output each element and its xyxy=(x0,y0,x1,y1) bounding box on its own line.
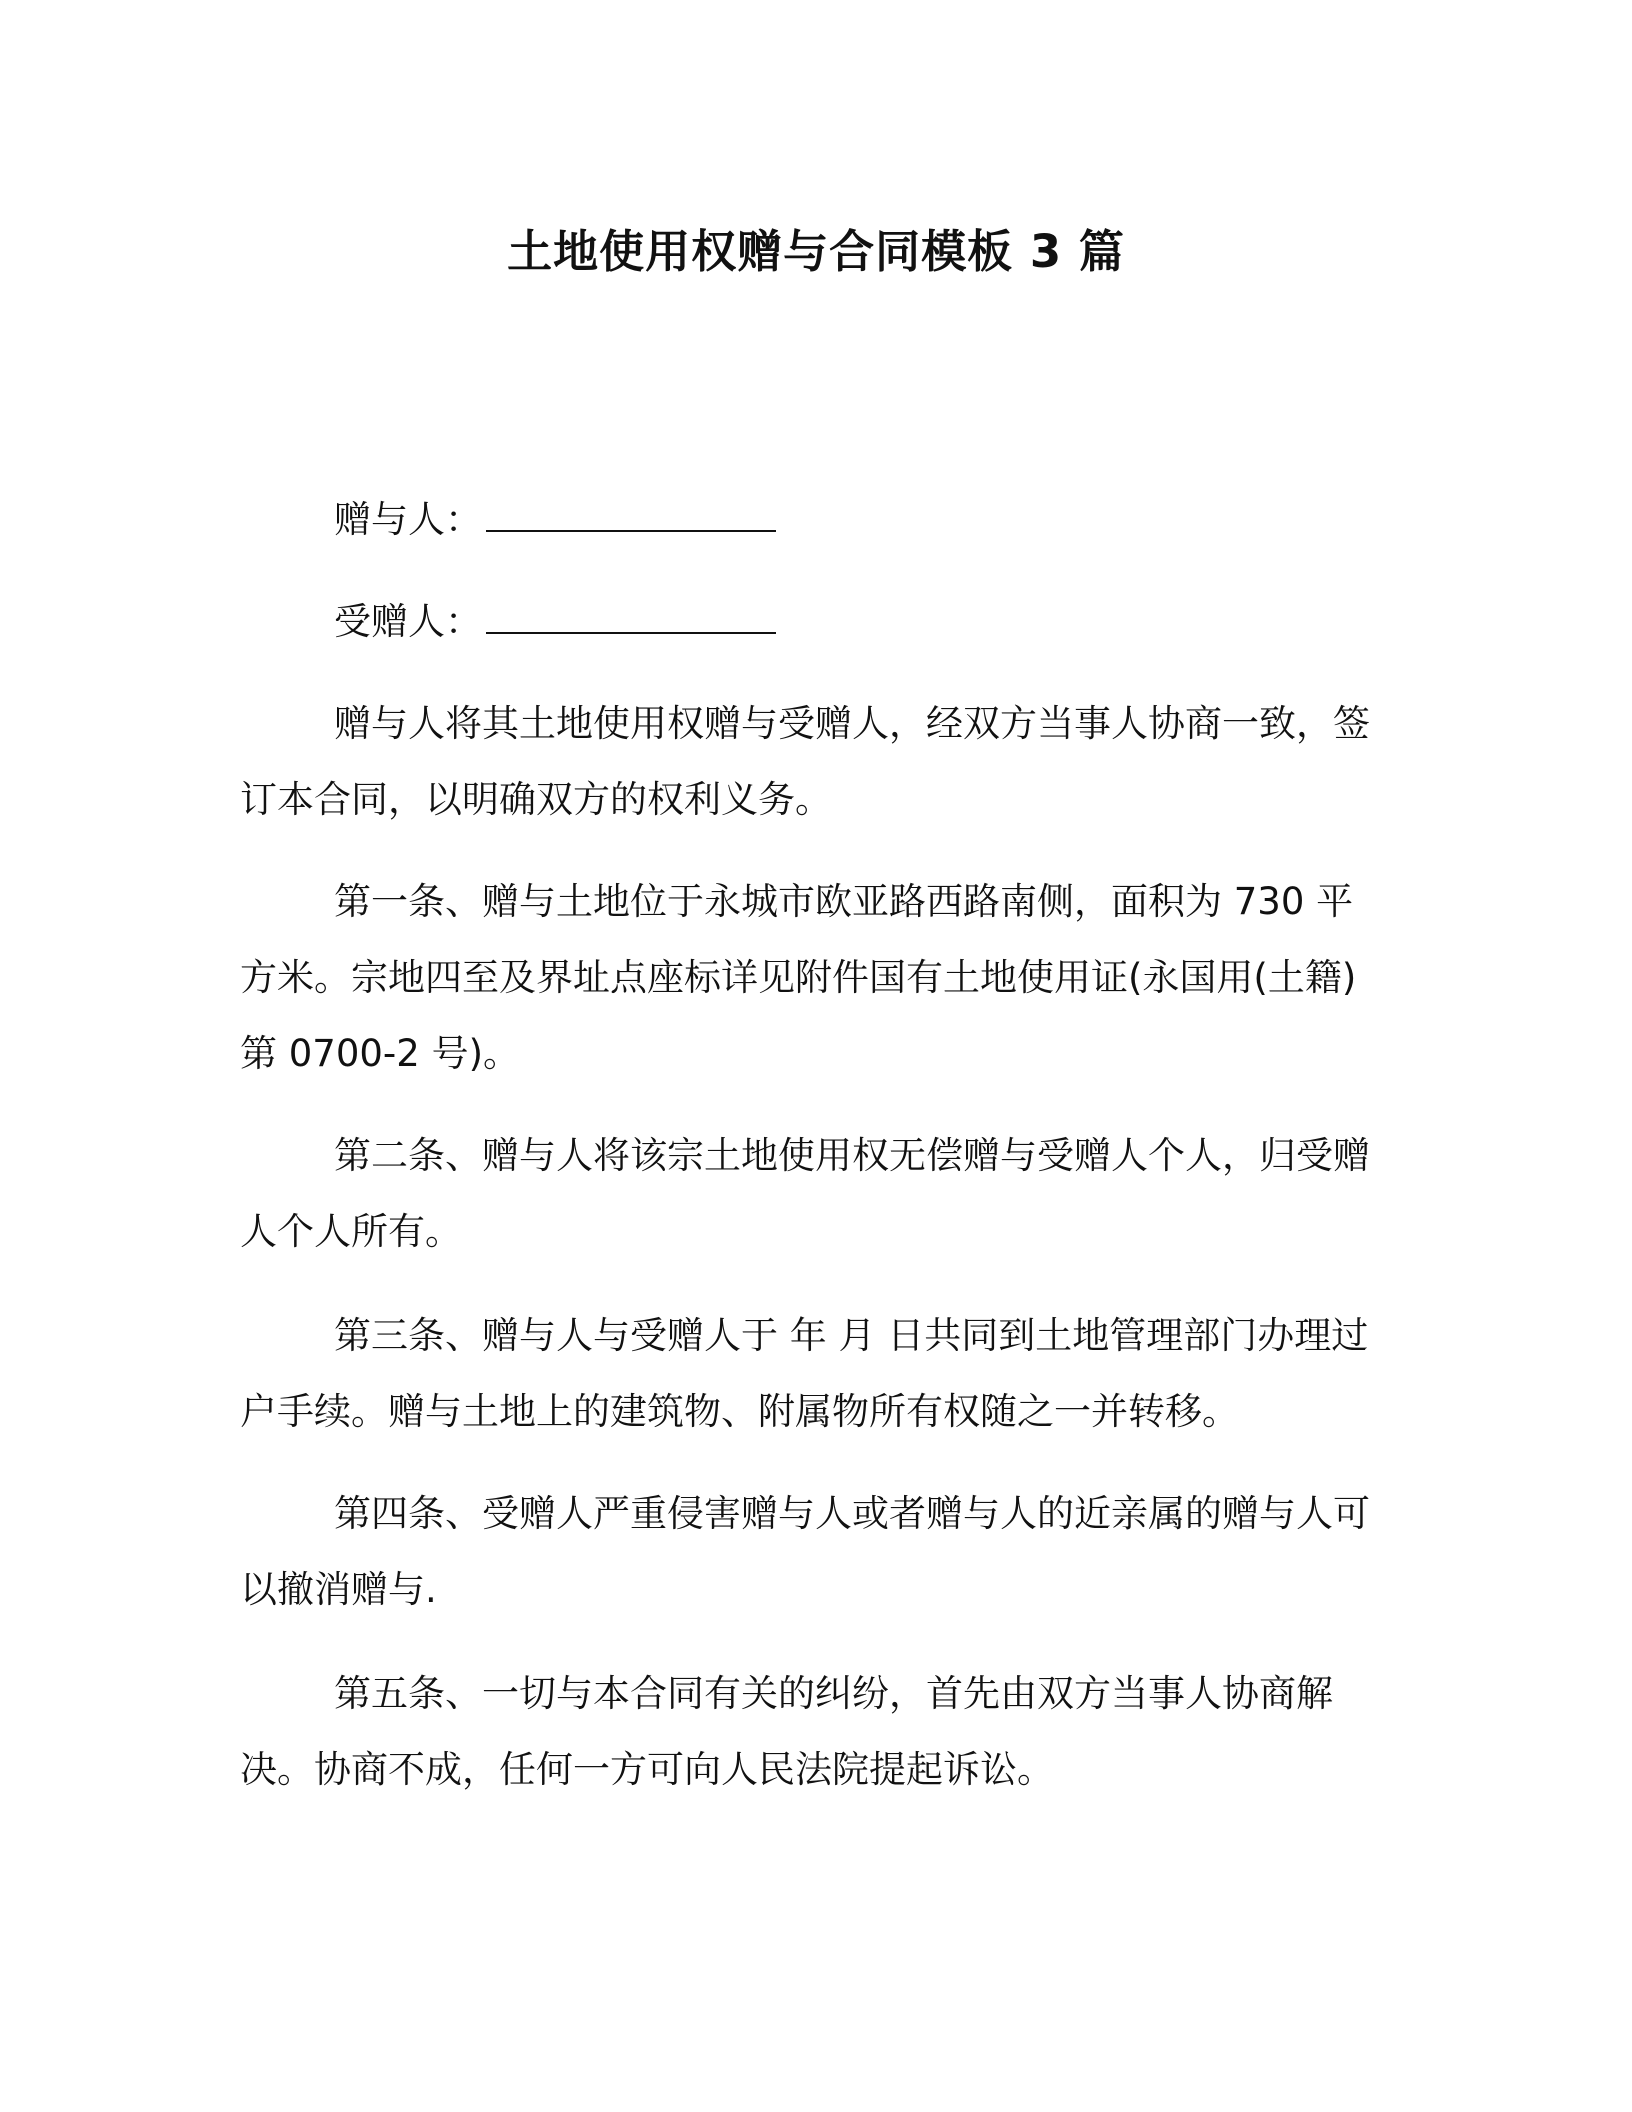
paragraph-article-3: 第三条、赠与人与受赠人于 年 月 日共同到土地管理部门办理过户手续。赠与土地上的建筑物、附属物所有权随之一并转移。 xyxy=(240,1314,1369,1433)
paragraph-article-2: 第二条、赠与人将该宗土地使用权无偿赠与受赠人个人，归受赠人个人所有。 xyxy=(240,1134,1370,1253)
donee-field xyxy=(240,584,1390,660)
donor-label: 赠与人： xyxy=(334,498,482,541)
paragraph-article-5: 第五条、一切与本合同有关的纠纷，首先由双方当事人协商解决。协商不成，任何一方可向人民法院提起诉讼。 xyxy=(240,1672,1333,1791)
paragraph-article-4: 第四条、受赠人严重侵害赠与人或者赠与人的近亲属的赠与人可以撤消赠与. xyxy=(240,1492,1370,1611)
paragraph-intro: 赠与人将其土地使用权赠与受赠人，经双方当事人协商一致，签订本合同，以明确双方的权利义务。 xyxy=(240,702,1370,821)
donee-blank[interactable] xyxy=(486,604,776,634)
donee-label: 受赠人： xyxy=(334,600,482,643)
donor-blank[interactable] xyxy=(486,502,776,532)
donor-field xyxy=(240,482,1390,558)
paragraph-article-1: 第一条、赠与土地位于永城市欧亚路西路南侧，面积为 730 平方米。宗地四至及界址点座标详见附件国有土地使用证(永国用(土籍)第 0700-2 号)。 xyxy=(240,880,1357,1075)
document-title: 土地使用权赠与合同模板 3 篇 xyxy=(507,225,1125,278)
